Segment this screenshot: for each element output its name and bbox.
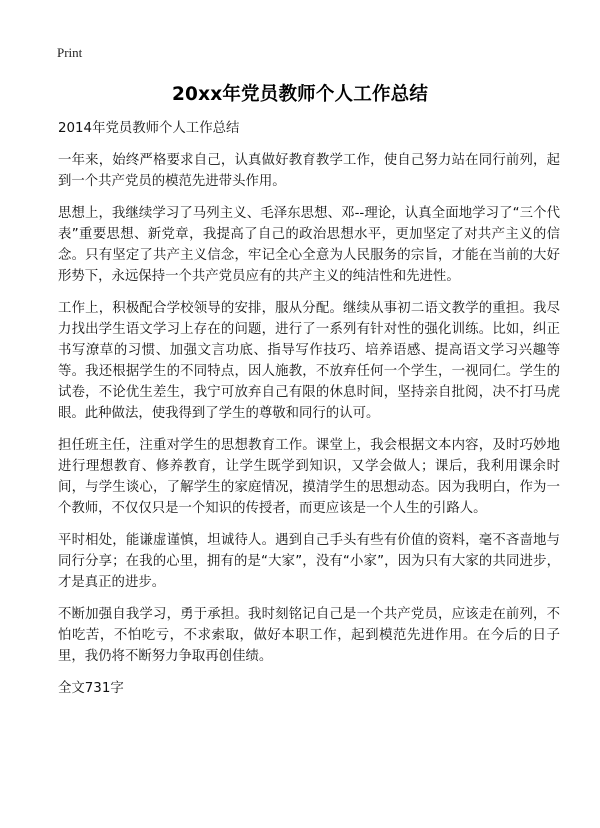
paragraph-2: 思想上，我继续学习了马列主义、毛泽东思想、邓--理论，认真全面地学习了“三个代表”重要思想、新党章，我提高了自己的政治思想水平，更加坚定了对共产主义的信念。只有坚定了共产主义信念，牢记全心全意为人民服务的宗旨，才能在当前的大好形势下，永远保持一个共产党员应有的共产主义的纯洁性和先进性。 (58, 206, 560, 284)
word-count: 全文731字 (58, 681, 124, 696)
print-link[interactable]: Print (57, 45, 83, 60)
paragraph-5: 平时相处，能谦虚谨慎，坦诚待人。遇到自己手头有些有价值的资料，毫不吝啬地与同行分享；在我的心里，拥有的是“大家”，没有“小家”，因为只有大家的共同进步，才是真正的进步。 (58, 533, 560, 590)
paragraph-4: 担任班主任，注重对学生的思想教育工作。课堂上，我会根据文本内容，及时巧妙地进行理想教育、修养教育，让学生既学到知识，又学会做人；课后，我利用课余时间，与学生谈心，了解学生的家庭情况，摸清学生的思想动态。因为我明白，作为一个教师，不仅仅只是一个知识的传授者，而更应该是一个人生的引路人。 (58, 438, 560, 516)
page-title: 20xx年党员教师个人工作总结 (171, 84, 429, 105)
document-body (58, 118, 560, 699)
paragraph-1: 一年来，始终严格要求自己，认真做好教育教学工作，使自己努力站在同行前列，起到一个共产党员的模范先进带头作用。 (58, 153, 560, 189)
paragraph-6: 不断加强自我学习，勇于承担。我时刻铭记自己是一个共产党员，应该走在前列，不怕吃苦，不怕吃亏，不求索取，做好本职工作，起到模范先进作用。在今后的日子里，我仍将不断努力争取再创佳绩。 (58, 607, 560, 664)
paragraph-3: 工作上，积极配合学校领导的安排，服从分配。继续从事初二语文教学的重担。我尽力找出学生语文学习上存在的问题，进行了一系列有针对性的强化训练。比如，纠正书写潦草的习惯、加强文言功底、指导写作技巧、培养语感、提高语文学习兴趣等等。我还根据学生的不同特点，因人施教，不放弃任何一个学生，一视同仁。学生的试卷，不论优生差生，我宁可放弃自己有限的休息时间，坚持亲自批阅，决不打马虎眼。此种做法，使我得到了学生的尊敬和同行的认可。 (58, 301, 560, 421)
document-subtitle: 2014年党员教师个人工作总结 (58, 121, 240, 136)
